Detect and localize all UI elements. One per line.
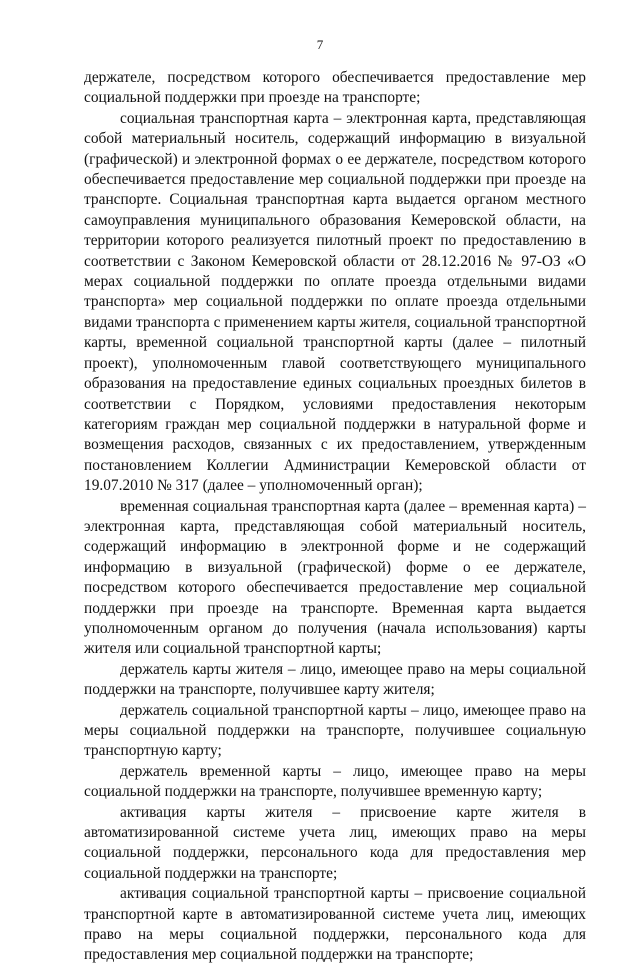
paragraph-resident-card-activation-definition: активация карты жителя – присвоение карте жителя в автоматизированной системе учета лиц, имеющих право на меры социальной поддержки, персонального кода для предоставления мер социальной поддержки на транспорте; <box>84 803 586 882</box>
paragraph-temporary-card-definition: временная социальная транспортная карта (далее – временная карта) – электронная карта, представляющая собой материальный носитель, содержащий информацию в электронной форме и не содержащий информацию в визуальной (графической) форме о ее держателе, посредством которого обеспечивается предоставление мер социальной поддержки при проезде на транспорте. Временная карта выдается уполномоченным органом до получения (начала использования) карты жителя или социальной транспортной карты; <box>84 497 586 658</box>
paragraph-social-card-holder-definition: держатель социальной транспортной карты – лицо, имеющее право на меры социальной поддержки на транспорте, получившее социальную транспортную карту; <box>84 701 586 760</box>
paragraph-social-card-activation-definition: активация социальной транспортной карты – присвоение социальной транспортной карте в автоматизированной системе учета лиц, имеющих право на меры социальной поддержки, персонального кода для предоставления мер социальной поддержки на транспорте; <box>84 885 586 964</box>
paragraph-resident-card-holder-definition: держатель карты жителя – лицо, имеющее право на меры социальной поддержки на транспорте, получившее карту жителя; <box>84 660 586 699</box>
paragraph-social-transport-card-definition: социальная транспортная карта – электронная карта, представляющая собой материальный носитель, содержащий информацию в визуальной (графической) и электронной формах о ее держателе, посредством которого обеспечивается предоставление мер социальной поддержки при проезде на транспорте. Социальная транспортная карта выдается органом местного самоуправления муниципального образования Кемеровской области, на территории которого реализуется пилотный проект по предоставлению в соответствии с Законом Кемеровской области от 28.12.2016 № 97-ОЗ «О мерах социальной поддержки по оплате проезда отдельными видами транспорта» мер социальной поддержки по оплате проезда отдельными видами транспорта с применением карты жителя, социальной транспортной карты, временной социальной транспортной карты (далее – пилотный проект), уполномоченным главой соответствующего муниципального образования на предоставление единых социальных проездных билетов в соответствии с Порядком, условиями предоставления некоторым категориям граждан мер социальной поддержки в натуральной форме и возмещения расходов, связанных с их предоставлением, утвержденным постановлением Коллегии Администрации Кемеровской области от 19.07.2010 № 317 (далее – уполномоченный орган); <box>84 109 586 495</box>
page-number: 7 <box>316 37 324 52</box>
paragraph-temporary-card-holder-definition: держатель временной карты – лицо, имеющее право на меры социальной поддержки на транспорте, получившее временную карту; <box>84 762 586 801</box>
document-body <box>84 68 586 966</box>
paragraph-continuation: держателе, посредством которого обеспечивается предоставление мер социальной поддержки при проезде на транспорте; <box>84 69 586 107</box>
